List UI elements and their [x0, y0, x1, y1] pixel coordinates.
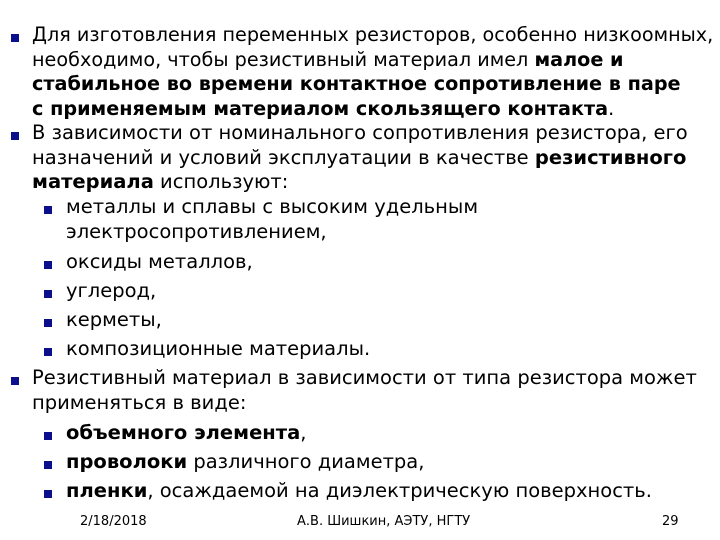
sub-item-text: металлы и сплавы с высоким удельным: [66, 195, 479, 218]
sub-bullet-marker: [44, 319, 52, 327]
bullet-marker-3: [11, 377, 19, 385]
sub-item-text: объемного элемента,: [66, 421, 307, 444]
p2-line-2: назначений и условий эксплуатации в качестве резистивного: [32, 145, 687, 169]
sub-bullet-marker: [44, 490, 52, 498]
p2-line-1: В зависимости от номинального сопротивления резистора, его: [32, 121, 688, 144]
sub-item-text: керметы,: [66, 308, 162, 331]
p1-line-3: стабильное во времени контактное сопротивление в паре: [32, 72, 681, 95]
p1-line-4: с применяемым материалом скользящего контакта.: [32, 96, 615, 120]
sub-bullet-marker: [44, 261, 52, 269]
footer-date: 2/18/2018: [80, 514, 147, 529]
sub-item-text: углерод,: [66, 279, 157, 302]
p2-line-3: материала используют:: [32, 170, 289, 193]
sub-item-text: композиционные материалы.: [66, 337, 371, 360]
sub-bullet-marker: [44, 432, 52, 440]
sub-bullet-marker: [44, 348, 52, 356]
footer-page-number: 29: [662, 514, 679, 529]
sub-bullet-marker: [44, 290, 52, 298]
p3-line-1: Резистивный материал в зависимости от типа резистора может: [32, 366, 697, 389]
bullet-marker-1: [11, 34, 19, 42]
sub-item-text-cont: электросопротивлением,: [66, 219, 327, 243]
sub-item-text: пленки, осаждаемой на диэлектрическую поверхность.: [66, 479, 652, 502]
bullet-marker-2: [11, 132, 19, 140]
sub-bullet-marker: [44, 461, 52, 469]
p1-line-2: необходимо, чтобы резистивный материал имел малое и: [32, 47, 624, 71]
footer-author: А.В. Шишкин, АЭТУ, НГТУ: [297, 514, 471, 529]
p1-line-1: Для изготовления переменных резисторов, особенно низкоомных,: [32, 23, 714, 46]
sub-item-text: оксиды металлов,: [66, 250, 253, 273]
sub-item-text: проволоки различного диаметра,: [66, 450, 425, 473]
sub-bullet-marker: [44, 206, 52, 214]
p3-line-2: применяться в виде:: [32, 390, 247, 414]
